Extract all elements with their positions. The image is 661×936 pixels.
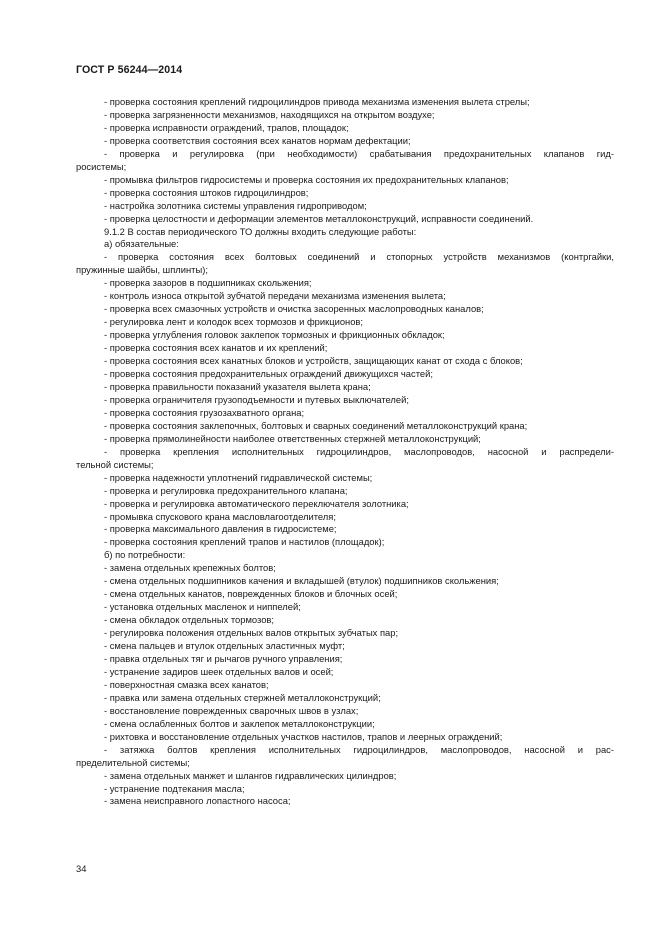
list-item: - промывка спускового крана масловлагоотделителя;	[104, 510, 336, 522]
list-item: - проверка и регулировка автоматического переключателя золотника;	[104, 497, 409, 509]
document-header: ГОСТ Р 56244—2014	[76, 64, 183, 76]
list-item: - проверка состояния всех болтовых соединений и стопорных устройств механизмов (контргайки,	[104, 251, 614, 263]
list-item: - регулировка положения отдельных валов открытых зубчатых пар;	[104, 627, 399, 639]
list-item: - замена отдельных крепежных болтов;	[104, 562, 276, 574]
list-item: - замена отдельных манжет и шлангов гидравлических цилиндров;	[104, 769, 397, 781]
document-body	[76, 96, 614, 808]
list-item: - поверхностная смазка всех канатов;	[104, 678, 269, 690]
list-item: - проверка состояния всех канатных блоков и устройств, защищающих канат от схода с блоков;	[104, 355, 523, 367]
list-item: - правка отдельных тяг и рычагов ручного управления;	[104, 652, 343, 664]
list-item: - проверка максимального давления в гидросистеме;	[104, 523, 337, 535]
list-item: - проверка соответствия состояния всех канатов нормам дефектации;	[104, 134, 411, 146]
list-item: - смена обкладок отдельных тормозов;	[104, 614, 275, 626]
list-item: - проверка углубления головок заклепок тормозных и фрикционных обкладок;	[104, 329, 445, 341]
list-item: - проверка и регулировка предохранительного клапана;	[104, 484, 348, 496]
list-item: - проверка состояния штоков гидроцилиндров;	[104, 186, 309, 198]
text-line: б) по потребности:	[104, 549, 186, 561]
list-item: - проверка исправности ограждений, трапов, площадок;	[104, 121, 349, 133]
list-item: - регулировка лент и колодок всех тормозов и фрикционов;	[104, 316, 364, 328]
list-item: - контроль износа открытой зубчатой передачи механизма изменения вылета;	[104, 290, 446, 302]
list-item: - правка или замена отдельных стержней металлоконструкций;	[104, 691, 381, 703]
list-item: - проверка крепления исполнительных гидроцилиндров, маслопроводов, насосной и распредели-	[104, 445, 614, 457]
list-item: - смена ослабленных болтов и заклепок металлоконструкции;	[104, 717, 375, 729]
list-item-continuation: тельной системы;	[76, 458, 154, 470]
text-line: 9.1.2 В состав периодического ТО должны входить следующие работы:	[104, 225, 417, 237]
list-item: - проверка состояния грузозахватного органа;	[104, 406, 305, 418]
list-item: - проверка состояния креплений трапов и настилов (площадок);	[104, 536, 385, 548]
list-item-continuation: пределительной системы;	[76, 756, 190, 768]
list-item: - смена отдельных канатов, поврежденных блоков и блочных осей;	[104, 588, 398, 600]
list-item: - проверка ограничителя грузоподъемности и путевых выключателей;	[104, 393, 409, 405]
list-item: - проверка зазоров в подшипниках скольжения;	[104, 277, 312, 289]
list-item: - установка отдельных масленок и ниппелей;	[104, 601, 301, 613]
list-item: - проверка состояния креплений гидроцилиндров привода механизма изменения вылета стрелы;	[104, 96, 530, 107]
list-item: - затяжка болтов крепления исполнительных гидроцилиндров, маслопроводов, насосной и рас-	[104, 743, 614, 755]
list-item-continuation: пружинные шайбы, шплинты);	[76, 264, 208, 276]
list-item: - проверка прямолинейности наиболее ответственных стержней металлоконструкций;	[104, 432, 481, 444]
text-line: а) обязательные:	[104, 238, 179, 250]
list-item: - промывка фильтров гидросистемы и проверка состояния их предохранительных клапанов;	[104, 173, 509, 185]
list-item: - проверка всех смазочных устройств и очистка засоренных маслопроводных каналов;	[104, 303, 484, 315]
list-item: - проверка целостности и деформации элементов металлоконструкций, исправности соединений.	[104, 212, 534, 224]
list-item: - проверка надежности уплотнений гидравлической системы;	[104, 471, 373, 483]
list-item: - смена пальцев и втулок отдельных эластичных муфт;	[104, 640, 345, 652]
list-item: - устранение подтекания масла;	[104, 782, 245, 794]
list-item: - проверка состояния предохранительных ограждений движущихся частей;	[104, 368, 433, 380]
list-item: - замена неисправного лопастного насоса;	[104, 795, 291, 807]
list-item: - проверка правильности показаний указателя вылета крана;	[104, 380, 371, 392]
page-number: 34	[76, 863, 87, 874]
list-item: - проверка и регулировка (при необходимости) срабатывания предохранительных клапанов гид-	[104, 147, 614, 159]
list-item: - проверка состояния всех канатов и их креплений;	[104, 342, 328, 354]
list-item: - проверка состояния заклепочных, болтовых и сварных соединений металлоконструкций крана;	[104, 419, 528, 431]
list-item: - проверка загрязненности механизмов, находящихся на открытом воздухе;	[104, 108, 435, 120]
list-item: - смена отдельных подшипников качения и вкладышей (втулок) подшипников скольжения;	[104, 575, 499, 587]
list-item: - восстановление поврежденных сварочных швов в узлах;	[104, 704, 359, 716]
list-item: - устранение задиров шеек отдельных валов и осей;	[104, 665, 334, 677]
list-item: - рихтовка и восстановление отдельных участков настилов, трапов и леерных ограждений;	[104, 730, 503, 742]
list-item: - настройка золотника системы управления гидроприводом;	[104, 199, 367, 211]
list-item-continuation: росистемы;	[76, 160, 127, 172]
